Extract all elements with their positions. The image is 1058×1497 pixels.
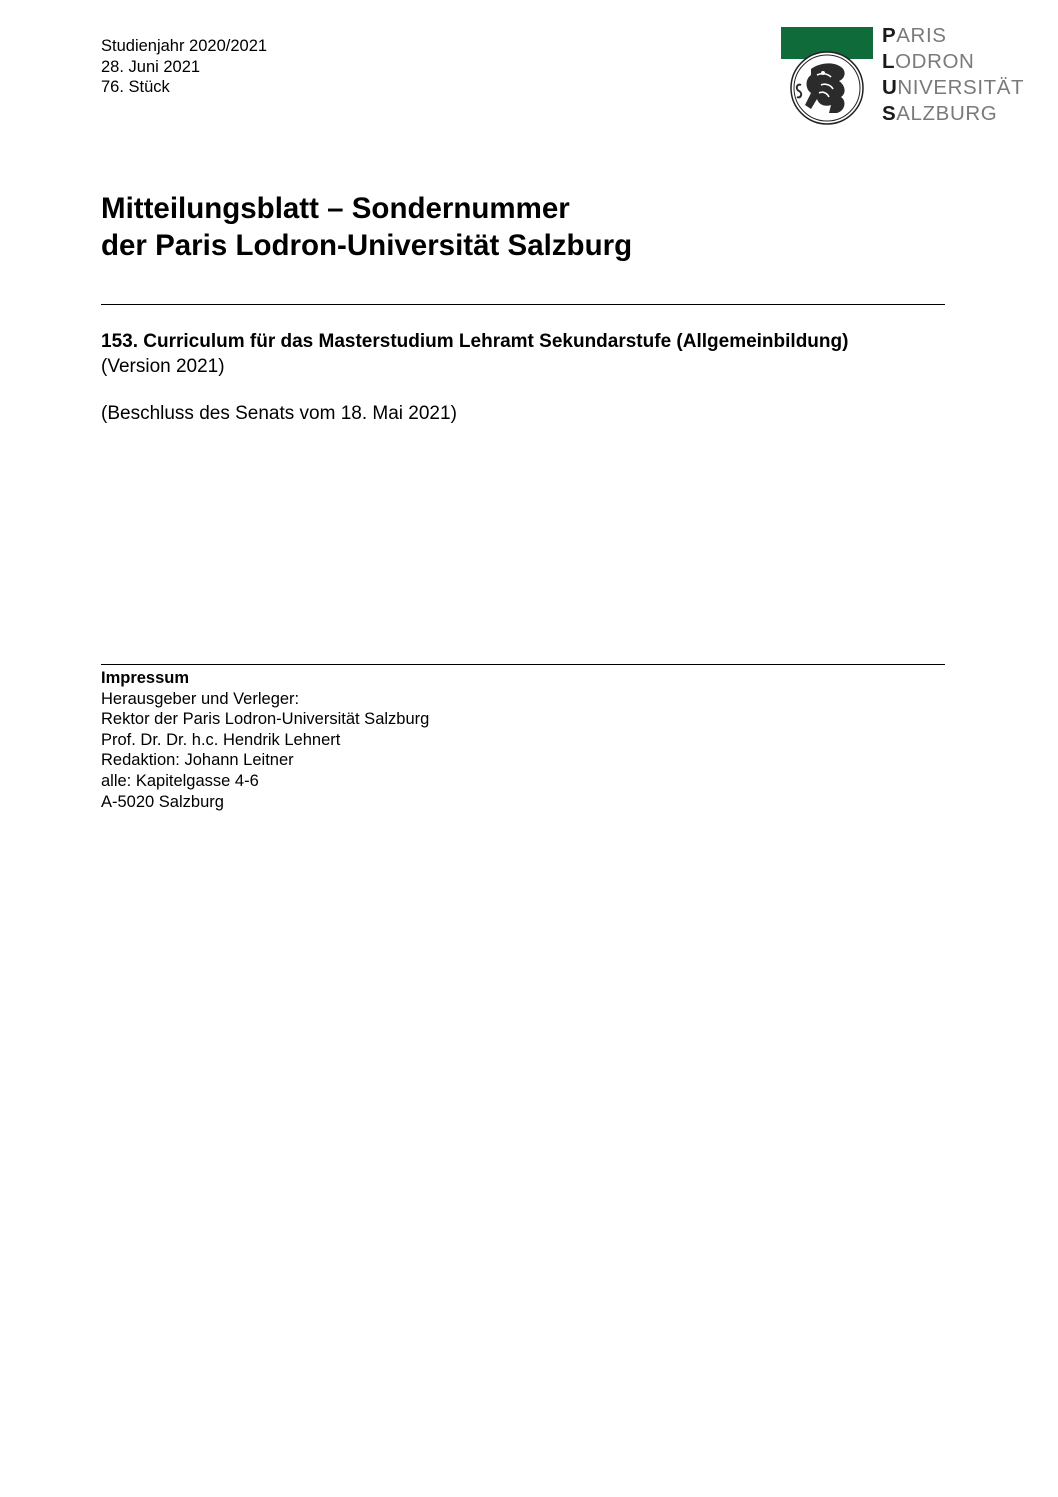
wordmark-line-salzburg: SALZBURG bbox=[882, 102, 998, 125]
wordmark-line-paris: PARIS bbox=[882, 24, 947, 47]
impressum-line: Rektor der Paris Lodron-Universität Salzburg bbox=[101, 710, 430, 729]
title-line-2: der Paris Lodron-Universität Salzburg bbox=[101, 229, 633, 262]
lion-seal-icon bbox=[781, 27, 873, 127]
university-logo bbox=[781, 24, 1041, 127]
title-line-1: Mitteilungsblatt – Sondernummer bbox=[101, 192, 570, 225]
top-divider bbox=[101, 304, 945, 305]
impressum bbox=[101, 668, 429, 812]
impressum-heading: Impressum bbox=[101, 669, 190, 687]
wordmark bbox=[882, 23, 1024, 127]
impressum-line: A-5020 Salzburg bbox=[101, 792, 224, 811]
wordmark-line-universitat: UNIVERSITÄT bbox=[882, 76, 1025, 99]
issue-meta bbox=[101, 36, 267, 98]
wordmark-line-lodron: LODRON bbox=[882, 50, 975, 73]
issue-number: 76. Stück bbox=[101, 78, 170, 96]
curriculum-title: 153. Curriculum für das Masterstudium Lehramt Sekundarstufe (Allgemeinbildung) bbox=[101, 331, 849, 352]
impressum-line: Herausgeber und Verleger: bbox=[101, 689, 300, 708]
issue-date: 28. Juni 2021 bbox=[101, 57, 201, 76]
curriculum-version: (Version 2021) bbox=[101, 356, 225, 377]
senate-resolution: (Beschluss des Senats vom 18. Mai 2021) bbox=[101, 403, 457, 424]
page-title bbox=[101, 190, 632, 264]
academic-year: Studienjahr 2020/2021 bbox=[101, 37, 268, 55]
impressum-line: alle: Kapitelgasse 4-6 bbox=[101, 771, 259, 790]
impressum-line: Redaktion: Johann Leitner bbox=[101, 751, 294, 770]
impressum-divider bbox=[101, 664, 945, 665]
impressum-line: Prof. Dr. Dr. h.c. Hendrik Lehnert bbox=[101, 730, 341, 749]
